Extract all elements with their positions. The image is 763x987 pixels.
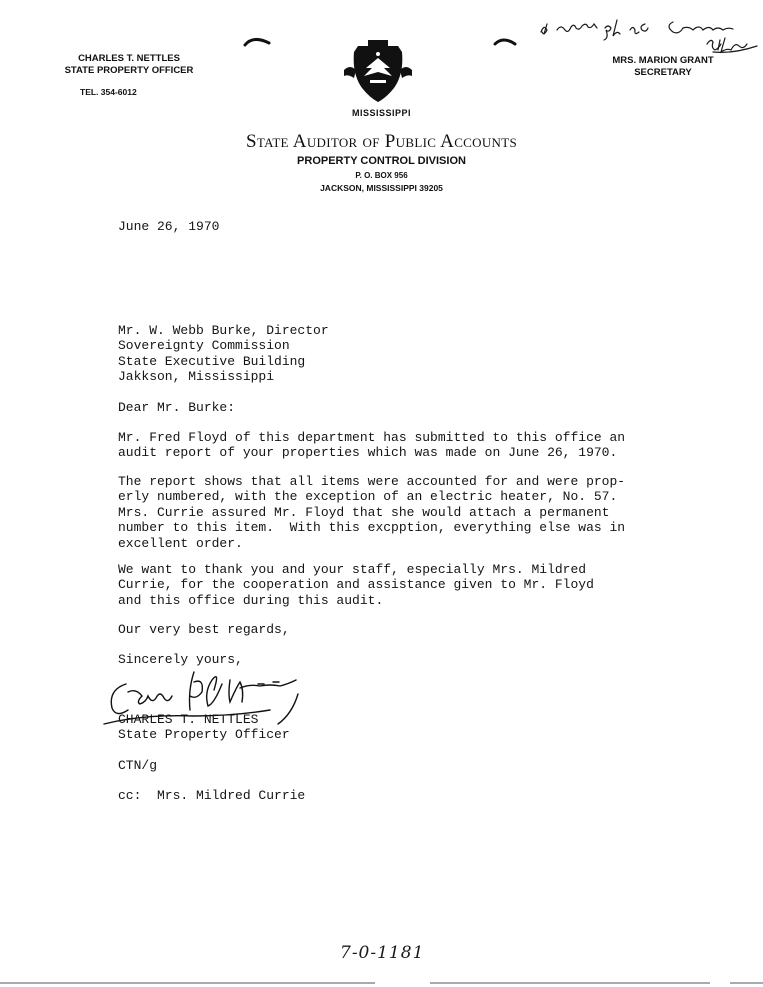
body-line: Mr. Fred Floyd of this department has submitted to this office an: [118, 430, 626, 445]
carbon-copy: cc: Mrs. Mildred Currie: [118, 788, 306, 803]
city-address: JACKSON, MISSISSIPPI 39205: [320, 183, 443, 193]
officer-block: [44, 53, 214, 77]
officer-title: STATE PROPERTY OFFICER: [64, 65, 194, 76]
recipient-line: Sovereignty Commission: [118, 338, 290, 354]
body-line: The report shows that all items were accounted for and were prop-: [118, 474, 626, 489]
closing: Sincerely yours,: [118, 652, 243, 667]
recipient-line: Mr. W. Webb Burke, Director: [118, 323, 329, 338]
regards-line: Our very best regards,: [118, 622, 290, 637]
body-line: We want to thank you and your staff, especially Mrs. Mildred: [118, 562, 587, 577]
department-title: State Auditor of Public Accounts: [246, 131, 517, 152]
secretary-name: MRS. MARION GRANT: [612, 55, 714, 66]
po-box: P. O. BOX 956: [355, 171, 408, 180]
page-bottom-edge: [0, 982, 763, 984]
recipient-address: [118, 323, 329, 385]
state-seal-icon: [340, 40, 416, 104]
division-name: PROPERTY CONTROL DIVISION: [297, 155, 466, 167]
body-line: number to this item. With this excpption, everything else was in: [118, 520, 626, 536]
salutation: Dear Mr. Burke:: [118, 400, 236, 415]
document-number: 7-0-1181: [340, 943, 425, 963]
secretary-title: SECRETARY: [634, 67, 692, 78]
signer-name: CHARLES T. NETTLES: [118, 712, 259, 727]
body-line: and this office during this audit.: [118, 592, 384, 608]
body-paragraph: [118, 430, 625, 461]
body-line: audit report of your properties which was made on June 26, 1970.: [118, 445, 618, 461]
check-mark-icon: [243, 33, 273, 47]
body-line: erly numbered, with the exception of an electric heater, No. 57.: [118, 489, 618, 505]
secretary-block: [598, 55, 728, 79]
letter-date: June 26, 1970: [118, 219, 220, 234]
telephone: TEL. 354-6012: [80, 87, 137, 97]
state-name: MISSISSIPPI: [351, 108, 412, 118]
body-line: Currie, for the cooperation and assistance given to Mr. Floyd: [118, 577, 594, 593]
recipient-line: State Executive Building: [118, 353, 306, 369]
officer-name: CHARLES T. NETTLES: [78, 53, 180, 64]
recipient-line: Jakkson, Mississippi: [118, 369, 275, 385]
check-mark-icon: [493, 34, 519, 48]
body-paragraph: [118, 474, 625, 551]
body-line: excellent order.: [118, 535, 243, 551]
body-line: Mrs. Currie assured Mr. Floyd that she would attach a permanent: [118, 504, 610, 520]
body-paragraph: [118, 562, 594, 608]
typist-initials: CTN/g: [118, 758, 158, 773]
signer-title: State Property Officer: [118, 727, 290, 742]
